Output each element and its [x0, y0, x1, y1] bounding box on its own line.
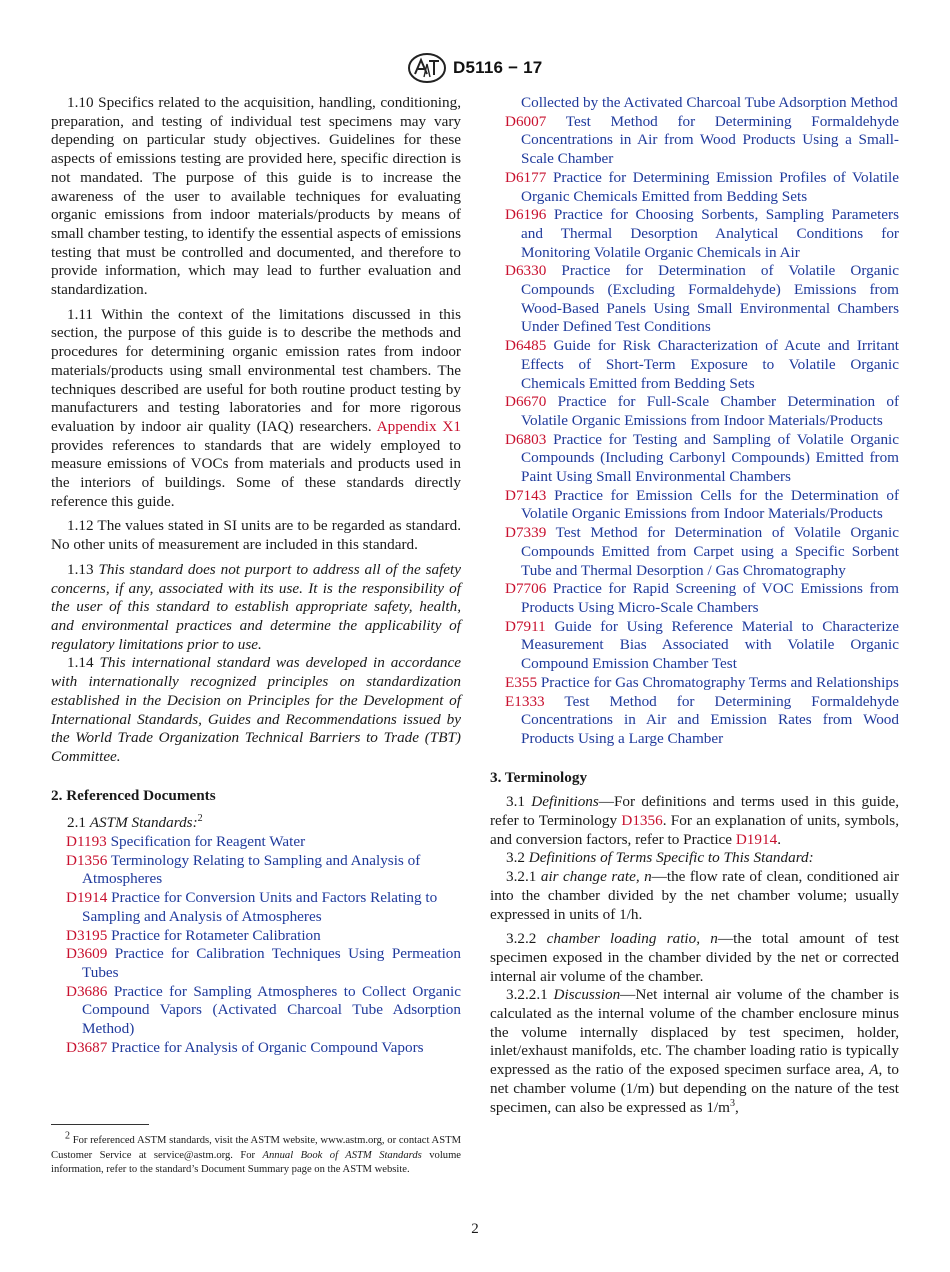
- ref-title[interactable]: Practice for Gas Chromatography Terms and Relationships: [540, 673, 899, 691]
- ref-code[interactable]: E355: [505, 673, 538, 691]
- astm-standards-label: [51, 814, 461, 833]
- ref-d1193: [51, 833, 461, 852]
- ref-d3609: [51, 945, 461, 982]
- paragraph-3-1-number: 3.1: [506, 793, 525, 811]
- ref-d6803: [490, 431, 899, 487]
- ref-code[interactable]: D1193: [66, 833, 107, 851]
- right-column: [490, 94, 899, 1117]
- ref-code[interactable]: D3686: [66, 982, 108, 1000]
- paragraph-1-11-text-cont: provides references to standards that are widely employed to measure emissions of VOCs from materials and products used in the interiors of buildings. Some of these standards directly reference this guide.: [51, 436, 461, 510]
- ref-code[interactable]: D6177: [505, 168, 547, 186]
- ref-d6007: [490, 113, 899, 169]
- ref-title[interactable]: Guide for Using Reference Material to Characterize Measurement Bias Associated with Volatile Organic Compound Emission Chamber Test: [521, 617, 899, 673]
- ref-title[interactable]: Test Method for Determining Formaldehyde Concentrations in Air and Emission Rates from Wood Products Using a Large Chamber: [521, 692, 899, 747]
- discussion-label: Discussion: [553, 986, 621, 1004]
- ref-code[interactable]: E1333: [505, 692, 545, 710]
- ref-d3687-continued[interactable]: Collected by the Activated Charcoal Tube Adsorption Method: [521, 94, 898, 111]
- ref-d6177: [490, 169, 899, 206]
- ref-code[interactable]: D3195: [66, 926, 108, 944]
- ref-code[interactable]: D7143: [505, 486, 547, 504]
- ref-code[interactable]: D7911: [505, 617, 546, 635]
- ref-code[interactable]: D6670: [505, 393, 547, 411]
- ref-d3195: [51, 927, 461, 946]
- paragraph-3-1-period: .: [777, 830, 781, 848]
- ref-title[interactable]: Practice for Calibration Techniques Using Permeation Tubes: [82, 945, 461, 981]
- paragraph-3-2-2-number: 3.2.2: [506, 930, 537, 948]
- ref-title[interactable]: Practice for Full-Scale Chamber Determination of Volatile Organic Emissions from Indoor Materials/Products: [521, 393, 899, 429]
- paragraph-3-1: [490, 793, 899, 849]
- footnote-2-italic: Annual Book of ASTM Standards: [262, 1149, 422, 1161]
- astm-logo: [407, 52, 447, 84]
- left-column: [51, 94, 461, 1057]
- cubic-superscript: 3: [729, 1097, 735, 1109]
- ref-title[interactable]: Terminology Relating to Sampling and Analysis of Atmospheres: [82, 851, 421, 888]
- ref-d1356: [51, 852, 461, 889]
- paragraph-3-1-text-cont: . For an explanation of units, symbols, and conversion factors, refer to Practice: [490, 812, 900, 848]
- footnote-divider: [51, 1124, 149, 1125]
- paragraph-3-2-2-1-text: —Net internal air volume of the chamber is calculated as the internal volume of the chamber enclosure minus the volume internally displaced by test specimen, holder, inlet/exhaust manifolds, etc. The chamber loading ratio is typically expressed as the ratio of the exposed specimen surface area,: [490, 986, 899, 1079]
- paragraph-1-13: [51, 561, 461, 655]
- ref-d6485: [490, 337, 899, 393]
- page-header: [0, 52, 950, 86]
- astm-standards-text: ASTM Standards:: [89, 814, 198, 832]
- ref-title[interactable]: Practice for Emission Cells for the Determination of Volatile Organic Emissions from Indoor Materials/Products: [521, 486, 900, 523]
- footnote-2-text-cont: volume information, refer to the standard’s Document Summary page on the ASTM website.: [51, 1149, 462, 1175]
- paragraph-1-12: 1.12 The values stated in SI units are to be regarded as standard. No other units of measurement are included in this standard.: [51, 517, 461, 554]
- ref-d7911: [490, 618, 899, 674]
- paragraph-3-2-2-1-number: 3.2.2.1: [506, 986, 548, 1004]
- paragraph-3-2-2-text: —the total amount of test specimen exposed in the chamber divided by the net or corrected internal air volume of the chamber.: [490, 930, 899, 985]
- ref-title[interactable]: Guide for Risk Characterization of Acute and Irritant Effects of Short-Term Exposure to Volatile Organic Chemicals Emitted from Bedding Sets: [521, 337, 900, 392]
- ref-code[interactable]: D6330: [505, 262, 547, 280]
- ref-code[interactable]: D1356: [66, 851, 108, 869]
- ref-title[interactable]: Practice for Testing and Sampling of Volatile Organic Compounds (Including Carbonyl Compounds) Emitted from Paint Using Small Environmental Chambers: [521, 430, 900, 486]
- paragraph-3-2-number: 3.2: [506, 849, 525, 867]
- ref-d6670: [490, 393, 899, 430]
- paragraph-3-2-2: [490, 930, 899, 986]
- term-chamber-loading-ratio: chamber loading ratio, n: [546, 930, 718, 948]
- ref-title[interactable]: Practice for Determining Emission Profiles of Volatile Organic Chemicals Emitted from Bedding Sets: [521, 168, 899, 205]
- section-3-heading: 3. Terminology: [490, 768, 588, 786]
- ref-title[interactable]: Practice for Choosing Sorbents, Sampling Parameters and Thermal Desorption Analytical Conditions for Monitoring Volatile Organic Chemicals in Air: [521, 206, 899, 261]
- paragraph-3-2-2-1-text-cont: , to net chamber volume (1/m) but depending on the nature of the test specimen, can also be expressed as 1/m: [490, 1061, 899, 1116]
- d1914-link[interactable]: D1914: [735, 830, 778, 848]
- paragraph-3-2-label: Definitions of Terms Specific to This Standard:: [528, 849, 814, 867]
- standard-designation: D5116 − 17: [453, 58, 543, 77]
- ref-title[interactable]: Practice for Rotameter Calibration: [111, 926, 321, 944]
- d1356-link[interactable]: D1356: [621, 812, 663, 830]
- ref-d7706: [490, 580, 899, 617]
- variable-a: A: [869, 1061, 879, 1079]
- paragraph-3-2-2-1-comma: ,: [734, 1098, 739, 1116]
- appendix-x1-link[interactable]: Appendix X1: [376, 417, 461, 435]
- ref-d6196: [490, 206, 899, 262]
- footnote-2: [51, 1130, 462, 1178]
- ref-e1333: [490, 693, 899, 749]
- ref-code[interactable]: D6196: [505, 206, 547, 224]
- ref-d7143: [490, 487, 899, 524]
- section-2-heading: 2. Referenced Documents: [51, 786, 216, 804]
- ref-title[interactable]: Practice for Conversion Units and Factors Relating to Sampling and Analysis of Atmospheres: [82, 889, 438, 925]
- footnote-2-number: 2: [65, 1130, 70, 1142]
- ref-code[interactable]: D3687: [66, 1038, 108, 1056]
- paragraph-3-2-1-number: 3.2.1: [506, 868, 537, 886]
- paragraph-1-13-number: 1.13: [67, 560, 94, 578]
- paragraph-1-13-text: This standard does not purport to address all of the safety concerns, if any, associated with its use. It is the responsibility of the user of this standard to establish appropriate safety, health, and environmental practices and determine the applicability of regulatory limitations prior to use.: [51, 560, 462, 653]
- ref-code[interactable]: D1914: [66, 889, 108, 907]
- ref-e355: [490, 674, 899, 693]
- ref-d7339: [490, 524, 899, 580]
- ref-d6330: [490, 262, 899, 337]
- ref-code[interactable]: D7706: [505, 580, 547, 598]
- ref-code[interactable]: D6803: [505, 430, 547, 448]
- astm-standards-number: 2.1: [67, 814, 86, 832]
- ref-title[interactable]: Test Method for Determination of Volatile Organic Compounds Emitted from Carpet using a Specific Sorbent Tube and Thermal Desorption / Gas Chromatography: [521, 524, 899, 579]
- paragraph-1-14-number: 1.14: [67, 654, 94, 672]
- ref-title[interactable]: Practice for Rapid Screening of VOC Emissions from Products Using Micro-Scale Chambers: [521, 580, 899, 616]
- paragraph-3-1-label: Definitions: [531, 793, 599, 811]
- paragraph-1-11: [51, 306, 461, 512]
- ref-title[interactable]: Practice for Determination of Volatile Organic Compounds (Excluding Formaldehyde) Emissions from Wood-Based Panels Using Small Environmental Chambers Under Defined Test Conditions: [521, 262, 899, 336]
- ref-title[interactable]: Practice for Analysis of Organic Compound Vapors: [111, 1038, 424, 1056]
- ref-d3686: [51, 983, 461, 1039]
- ref-code[interactable]: D7339: [505, 524, 547, 542]
- page-number: 2: [471, 1221, 479, 1237]
- paragraph-1-14: [51, 654, 461, 766]
- ref-code[interactable]: D6007: [505, 112, 547, 130]
- ref-title[interactable]: Test Method for Determining Formaldehyde Concentrations in Air from Wood Products Using a Small-Scale Chamber: [521, 112, 899, 168]
- paragraph-1-14-text: This international standard was developed in accordance with internationally recognized principles on standardization established in the Decision on Principles for the Development of International Standards, Guides and Recommendations issued by the World Trade Organization Technical Barriers to Trade (TBT) Committee.: [51, 654, 461, 765]
- paragraph-1-10: 1.10 Specifics related to the acquisition, handling, conditioning, preparation, and testing of individual test specimens may vary depending on particular study objectives. Guidelines for these aspects of emissions testing are provided here, specific direction is not mandated. The purpose of this guide is to increase the awareness of the user to available techniques for evaluating organic emissions from indoor materials/products by means of small chamber testing, to identify the essential aspects of emissions testing that must be controlled and documented, and therefore to provide information, which may lead to further evaluation and standardization.: [51, 94, 461, 299]
- term-air-change-rate: air change rate, n: [540, 868, 652, 886]
- paragraph-3-2-2-1: [490, 986, 899, 1117]
- paragraph-3-2-1: [490, 868, 899, 924]
- ref-code[interactable]: D6485: [505, 337, 547, 355]
- paragraph-3-2-1-text: —the flow rate of clean, conditioned air into the chamber divided by the net chamber volume; usually expressed in units of 1/h.: [490, 868, 900, 923]
- ref-title[interactable]: Practice for Sampling Atmospheres to Collect Organic Compound Vapors (Activated Charcoal Tube Adsorption Method): [82, 982, 462, 1038]
- paragraph-3-2: [490, 849, 899, 868]
- ref-title[interactable]: Specification for Reagent Water: [110, 833, 306, 851]
- paragraph-1-11-text: 1.11 Within the context of the limitations discussed in this section, the purpose of this guide is to describe the methods and procedures for determining organic emission rates from indoor materials/products using small environmental test chambers. The techniques described are useful for both routine product testing by manufacturers and testing laboratories and for more rigorous evaluation by indoor air quality (IAQ) researchers.: [51, 305, 461, 435]
- ref-code[interactable]: D3609: [66, 945, 108, 963]
- ref-d3687: [51, 1039, 461, 1058]
- ref-d1914: [51, 889, 461, 926]
- footnote-2-marker[interactable]: 2: [197, 813, 203, 825]
- paragraph-3-1-text: —For definitions and terms used in this guide, refer to Terminology: [490, 793, 899, 830]
- footnote-2-text: For referenced ASTM standards, visit the ASTM website, www.astm.org, or contact ASTM Customer Service at service@astm.org. For: [51, 1135, 461, 1161]
